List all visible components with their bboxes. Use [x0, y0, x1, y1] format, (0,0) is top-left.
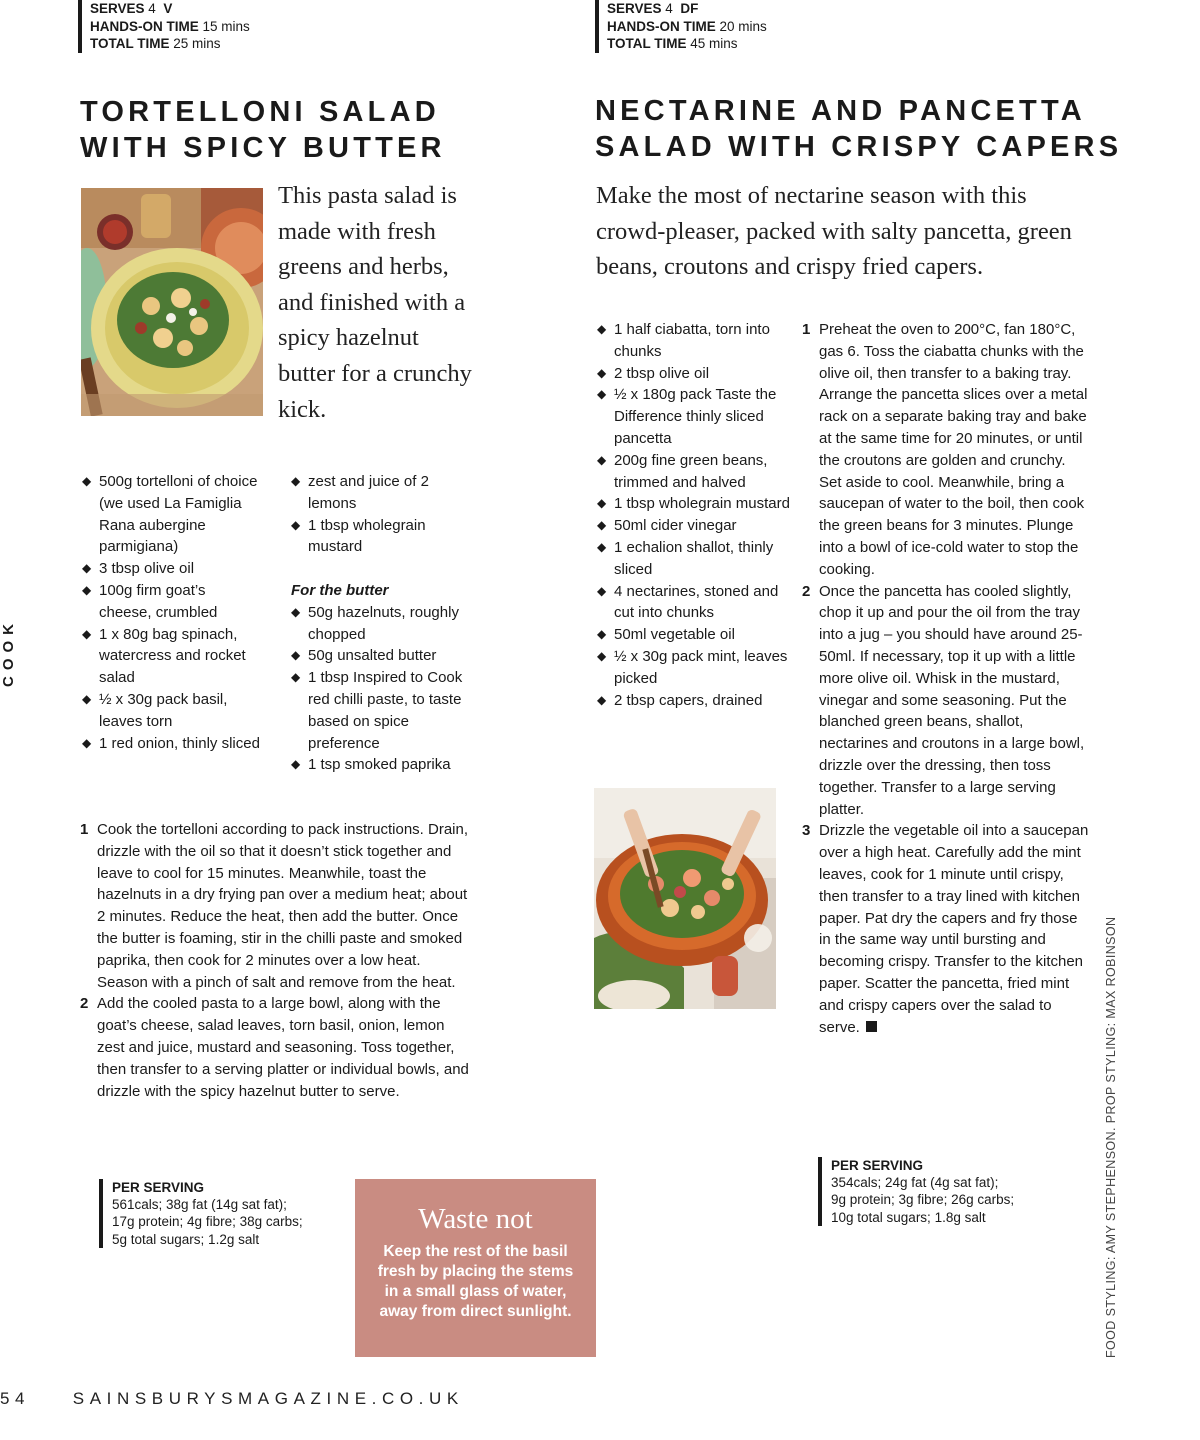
recipe1-title: TORTELLONI SALAD WITH SPICY BUTTER	[80, 96, 446, 164]
list-item: ◆ 500g tortelloni of choice (we used La Famiglia Rana aubergine parmigiana)	[82, 471, 262, 558]
list-item: ◆ 50g hazelnuts, roughly chopped	[291, 602, 481, 646]
recipe2-info	[595, 0, 895, 53]
list-item: ◆ 50ml vegetable oil	[597, 624, 792, 646]
recipe1-nutrition: PER SERVING 561cals; 38g fat (14g sat fat); 17g protein; 4g fibre; 38g carbs; 5g total sugars; 1.2g salt	[99, 1179, 339, 1248]
recipe2-title: NECTARINE AND PANCETTA SALAD WITH CRISPY CAPERS	[595, 95, 1123, 163]
list-item: ◆ 1 tbsp wholegrain mustard	[291, 515, 481, 559]
section-tag: COOK	[0, 618, 17, 687]
list-item: ◆ 200g fine green beans, trimmed and halved	[597, 450, 792, 494]
recipe1-main-extras	[291, 471, 481, 558]
page-number: 54	[0, 1389, 31, 1408]
recipe1-method	[80, 819, 475, 1102]
list-item: ◆ 1 red onion, thinly sliced	[82, 733, 262, 755]
list-item: ◆ ½ x 180g pack Taste the Difference thinly sliced pancetta	[597, 384, 792, 449]
recipe2-total: TOTAL TIME 45 mins	[607, 36, 738, 51]
butter-heading: For the butter	[291, 581, 389, 599]
method-step: 1 Cook the tortelloni according to pack instructions. Drain, drizzle with the oil so that it doesn’t stick together and leave to cool for 15 minutes. Meanwhile, toast the hazelnuts in a dry frying pan over a medium heat; about 2 minutes. Reduce the heat, then add the butter. Once the butter is foaming, stir in the chilli paste and smoked paprika, then cook for 2 minutes over a low heat. Season with a pinch of salt and remove from the heat.	[80, 821, 469, 991]
site-url: SAINSBURYSMAGAZINE.CO.UK	[72, 1389, 464, 1408]
list-item: ◆ 3 tbsp olive oil	[82, 558, 262, 580]
photo-credit: FOOD STYLING: AMY STEPHENSON. PROP STYLING: MAX ROBINSON	[1104, 916, 1118, 1358]
list-item: ◆ 50g unsalted butter	[291, 645, 481, 667]
list-item: ◆ ½ x 30g pack basil, leaves torn	[82, 689, 262, 733]
list-item: ◆ 2 tbsp capers, drained	[597, 690, 792, 712]
recipe2-method	[802, 319, 1092, 1038]
waste-not-tip	[355, 1179, 596, 1357]
end-mark-icon	[866, 1021, 877, 1032]
recipe1-serves: SERVES 4 V	[90, 1, 173, 16]
method-step: 3 Drizzle the vegetable oil into a saucepan over a high heat. Carefully add the mint leaves, cook for 1 minute until crispy, then transfer to a tray lined with kitchen paper. Pat dry the capers and fry those in the same way until bursting and becoming crispy. Transfer to the kitchen paper. Scatter the pancetta, fried mint and crispy capers over the salad to serve.	[802, 822, 1089, 1036]
recipe2-serves: SERVES 4 DF	[607, 1, 699, 16]
butter-ingredients	[291, 602, 481, 776]
method-step: 1 Preheat the oven to 200°C, fan 180°C, gas 6. Toss the ciabatta chunks with the olive oil, then transfer to a baking tray. Arrange the pancetta slices over a metal rack on a separate baking tray and bake at the same time for 20 minutes, or until the croutons are golden and crunchy. Set aside to cool. Meanwhile, bring a saucepan of water to the boil, then cook the green beans for 3 minutes. Plunge into a bowl of ice-cold water to stop the cooking.	[802, 321, 1088, 578]
recipe2-ingredients	[597, 319, 792, 711]
list-item: ◆ 1 echalion shallot, thinly sliced	[597, 537, 792, 581]
list-item: ◆ ½ x 30g pack mint, leaves picked	[597, 646, 792, 690]
tip-heading: Waste not	[418, 1203, 533, 1235]
recipe1-photo	[81, 188, 263, 416]
list-item: ◆ 50ml cider vinegar	[597, 515, 792, 537]
page-footer	[0, 1389, 600, 1409]
recipe1-hands-on: HANDS-ON TIME 15 mins	[90, 18, 250, 34]
nectarine-salad-photo	[594, 788, 776, 1009]
recipe1-total: TOTAL TIME 25 mins	[90, 36, 221, 51]
list-item: ◆ 1 tbsp wholegrain mustard	[597, 493, 792, 515]
recipe2-photo	[594, 788, 776, 1009]
list-item: ◆ 2 tbsp olive oil	[597, 363, 792, 385]
recipe2-hands-on: HANDS-ON TIME 20 mins	[607, 18, 767, 34]
list-item: ◆ zest and juice of 2 lemons	[291, 471, 481, 515]
list-item: ◆ 1 half ciabatta, torn into chunks	[597, 319, 792, 363]
recipe2-intro: Make the most of nectarine season with this crowd-pleaser, packed with salty pancetta, green beans, croutons and crispy fried capers.	[596, 182, 1072, 281]
method-step: 2 Add the cooled pasta to a large bowl, along with the goat’s cheese, salad leaves, torn basil, onion, lemon zest and juice, mustard and seasoning. Toss together, then transfer to a serving platter or individual bowls, and drizzle with the spicy hazelnut butter to serve.	[80, 995, 469, 1100]
recipe1-ingredients-col2	[291, 471, 481, 776]
list-item: ◆ 1 tsp smoked paprika	[291, 754, 481, 776]
method-step: 2 Once the pancetta has cooled slightly, chop it up and pour the oil from the tray into a jug – you should have around 25-50ml. If necessary, top it up with a little more olive oil. Whisk in the mustard, vinegar and some seasoning. Put the blanched green beans, shallot, nectarines and croutons in a large bowl, drizzle over the dressing, then toss together. Transfer to a large serving platter.	[802, 582, 1085, 818]
recipe1-info	[78, 0, 378, 53]
recipe1-ingredients-col1	[82, 471, 262, 754]
list-item: ◆ 1 x 80g bag spinach, watercress and rocket salad	[82, 624, 262, 689]
list-item: ◆ 100g firm goat’s cheese, crumbled	[82, 580, 262, 624]
tip-body: Keep the rest of the basil fresh by placing the stems in a small glass of water, away from direct sunlight.	[377, 1243, 574, 1320]
recipe2-nutrition: PER SERVING 354cals; 24g fat (4g sat fat); 9g protein; 3g fibre; 26g carbs; 10g total sugars; 1.8g salt	[818, 1157, 1058, 1226]
list-item: ◆ 1 tbsp Inspired to Cook red chilli paste, to taste based on spice preference	[291, 667, 481, 754]
list-item: ◆ 4 nectarines, stoned and cut into chunks	[597, 581, 792, 625]
tortelloni-salad-photo	[81, 188, 263, 416]
recipe1-intro: This pasta salad is made with fresh greens and herbs, and finished with a spicy hazelnut butter for a crunchy kick.	[278, 182, 472, 423]
